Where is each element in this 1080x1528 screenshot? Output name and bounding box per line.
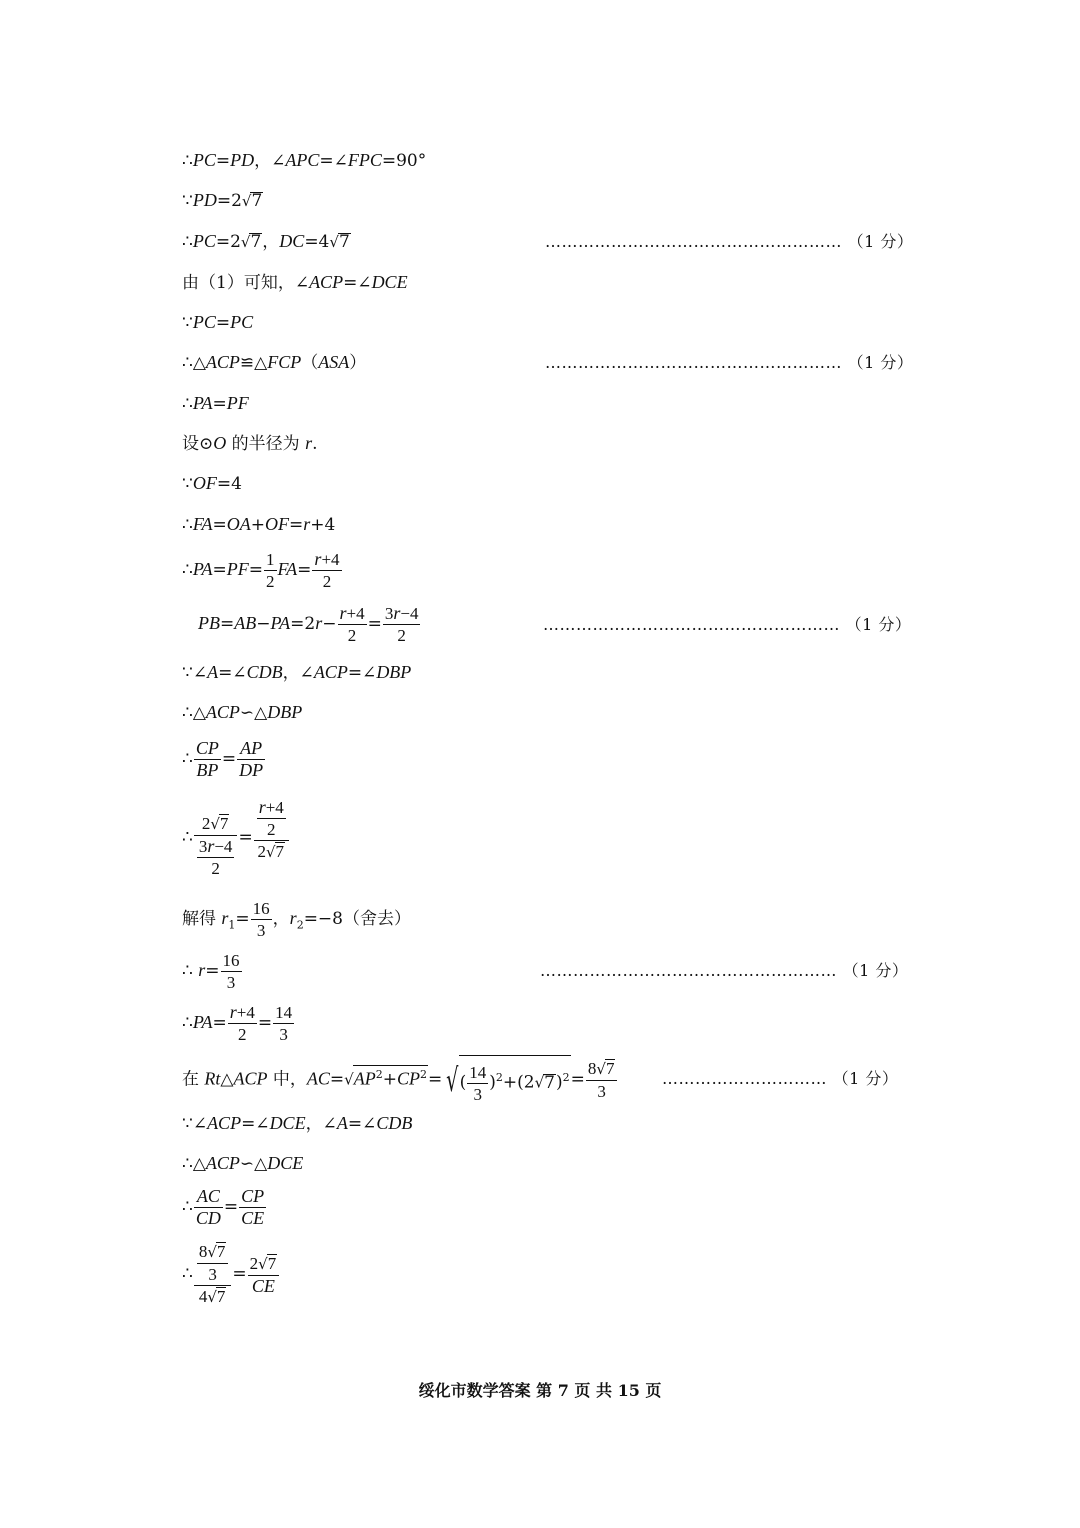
page-footer: 绥化市数学答案 第 7 页 共 15 页 (418, 1381, 662, 1400)
line-similar-acp-dbp: ∴△ACP∽△DBP (182, 702, 303, 723)
line-angle-conditions-2: ∵∠ACP=∠DCE，∠A=∠CDB (182, 1113, 413, 1134)
line-of-value: ∵OF=4 (182, 473, 242, 494)
line-congruent: ∴△ACP≌△FCP（ASA） (182, 352, 367, 373)
line-similar-acp-dce: ∴△ACP∽△DCE (182, 1153, 304, 1174)
line-ratio-substituted: ∴ $\frac{2√7}{\frac{3r-4}{2}}$ = $\frac{\frac{r+4}{2}}{2√7}$ (182, 797, 290, 879)
line-pa-value: ∴PA= $\frac{r+4}{2}$ = $\frac{14}{3}$ (182, 1002, 293, 1044)
line-ratio-substituted-2: ∴ $\frac{\frac{8√7}{3}}{4√7}$ = $\frac{2√7}{CE}$ (182, 1241, 280, 1308)
line-angle-acp-dce: 由（1）可知，∠ACP=∠DCE (182, 272, 408, 293)
line-pc-eq-pd: ∴PC=PD，∠APC=∠FPC=90° (182, 150, 427, 171)
line-ratio-cp-bp: ∴ $\frac{CP}{BP}$ = $\frac{AP}{DP}$ (182, 738, 264, 780)
score-mark: ……………………………………………… （1 分） (540, 961, 909, 980)
line-pc-common: ∵PC=PC (182, 312, 254, 333)
line-pc-dc-values: ∴PC=2√7，DC=4√7 (182, 231, 350, 252)
line-pd-value: ∵PD=2√7 (182, 190, 263, 211)
score-mark: ……………………………………………… （1 分） (545, 353, 914, 372)
line-ratio-ac-cd: ∴ $\frac{AC}{CD}$ = $\frac{CP}{CE}$ (182, 1186, 265, 1228)
line-solve-r: 解得 $r_1=$ $\frac{16}{3}$ ，$r_2=-8$（舍去） (182, 899, 411, 940)
line-pb-expression: PB=AB−PA=2r− $\frac{r+4}{2}$ = $\frac{3r-4}{2}$ (198, 603, 419, 645)
line-pa-eq-pf: ∴PA=PF (182, 393, 249, 414)
line-angle-conditions: ∵∠A=∠CDB，∠ACP=∠DBP (182, 662, 412, 683)
line-ac-pythagoras: 在 Rt△ACP 中，$AC=√AP^2+CP^2=$ √( $\frac{14}{3}$ )$^2+(2√7)^2=$ $\frac{8√7}{3}$ (182, 1055, 618, 1105)
line-r-value: ∴ r= $\frac{16}{3}$ (182, 951, 240, 992)
score-mark: ……………………………………………… （1 分） (543, 615, 912, 634)
score-mark: ……………………………………………… （1 分） (545, 232, 914, 251)
line-fa-expression: ∴FA=OA+OF=r+4 (182, 514, 336, 535)
line-radius-def: 设⊙O 的半径为 r. (182, 433, 318, 454)
score-mark: ………………………… （1 分） (662, 1069, 899, 1088)
line-pa-half-fa: ∴PA=PF= $\frac{1}{2}$ FA= $\frac{r+4}{2}$ (182, 549, 340, 591)
